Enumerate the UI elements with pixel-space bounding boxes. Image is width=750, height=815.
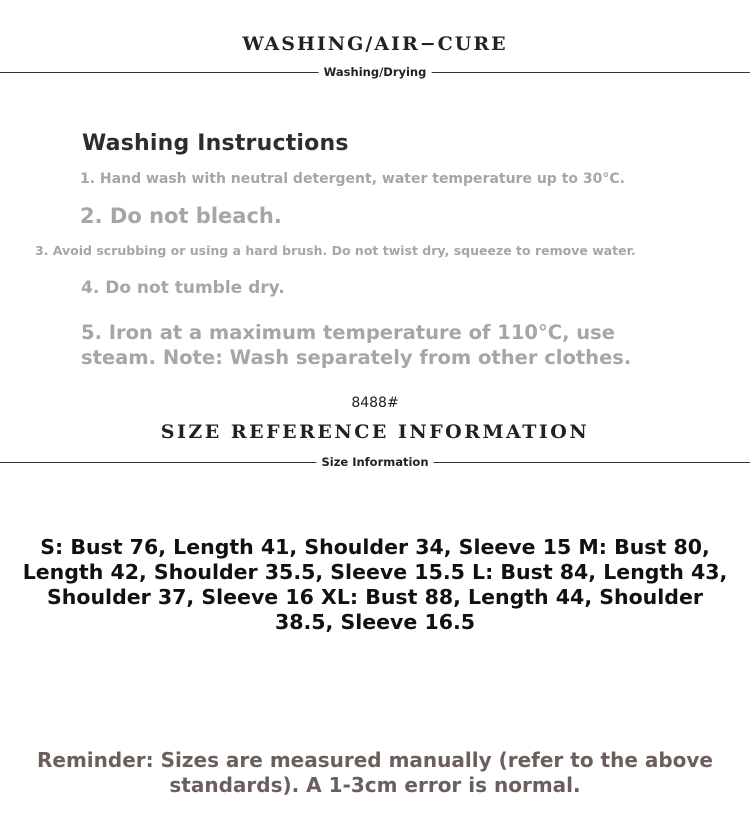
size-divider [0, 455, 750, 469]
washing-divider [0, 65, 750, 79]
instruction-item-2: 2. Do not bleach. [80, 204, 282, 228]
size-reminder-note: Reminder: Sizes are measured manually (refer to the above standards). A 1-3cm error is normal. [37, 748, 713, 797]
instruction-item-3: 3. Avoid scrubbing or using a hard brush. Do not twist dry, squeeze to remove water. [35, 243, 636, 258]
size-section-subtitle: Size Information [316, 455, 433, 469]
product-code: 8488# [351, 395, 399, 411]
washing-section-subtitle: Washing/Drying [319, 65, 432, 79]
instruction-item-1: 1. Hand wash with neutral detergent, water temperature up to 30°C. [80, 171, 625, 187]
washing-instructions-heading: Washing Instructions [82, 131, 349, 156]
instruction-item-4: 4. Do not tumble dry. [81, 278, 285, 298]
washing-section-title: WASHING/AIR−CURE [242, 33, 508, 55]
instruction-item-5: 5. Iron at a maximum temperature of 110°C, use steam. Note: Wash separately from other clothes. [81, 321, 632, 369]
size-chart-text: S: Bust 76, Length 41, Shoulder 34, Sleeve 15 M: Bust 80, Length 42, Shoulder 35.5, Sleeve 15.5 L: Bust 84, Length 43, Shoulder 37, Sleeve 16 XL: Bust 88, Length 44, Shoulder 38.5, Sleeve 16.5 [22, 535, 728, 634]
size-section-title: SIZE REFERENCE INFORMATION [160, 421, 590, 443]
